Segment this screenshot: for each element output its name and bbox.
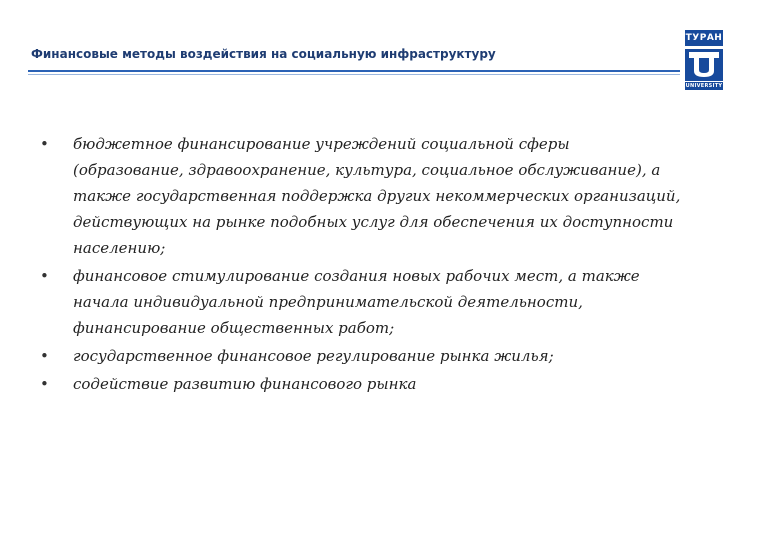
logo-wordmark: ТУРАН: [685, 30, 723, 46]
bullet-line: финансовое стимулирование создания новых рабочих мест, а также: [73, 267, 640, 285]
bullet-marker: •: [40, 135, 49, 153]
bullet-item: [40, 263, 760, 341]
bullet-line: действующих на рынке подобных услуг для обеспечения их доступности: [73, 213, 674, 231]
bullet-item: [40, 131, 760, 261]
bullet-line: населению;: [73, 239, 166, 257]
bullet-line: также государственная поддержка других некоммерческих организаций,: [73, 187, 681, 205]
bullet-line: бюджетное финансирование учреждений социальной сферы: [73, 135, 570, 153]
header-divider-secondary: [28, 74, 680, 75]
bullet-line: (образование, здравоохранение, культура, социальное обслуживание), а: [73, 161, 661, 179]
bullet-item: [40, 371, 760, 397]
slide-title: Финансовые методы воздействия на социальную инфраструктуру: [31, 47, 496, 61]
logo-subtitle: UNIVERSITY: [685, 83, 723, 89]
bullet-line: содействие развитию финансового рынка: [73, 375, 417, 393]
bullet-list: [40, 131, 760, 399]
turan-logo-icon: [685, 49, 723, 81]
bullet-marker: •: [40, 375, 49, 393]
bullet-marker: •: [40, 267, 49, 285]
header-divider: [28, 70, 680, 72]
turan-logo: [685, 30, 723, 90]
bullet-line: начала индивидуальной предпринимательской деятельности,: [73, 293, 583, 311]
bullet-marker: •: [40, 347, 49, 365]
bullet-line: финансирование общественных работ;: [73, 319, 395, 337]
bullet-item: [40, 343, 760, 369]
bullet-line: государственное финансовое регулирование рынка жилья;: [73, 347, 554, 365]
